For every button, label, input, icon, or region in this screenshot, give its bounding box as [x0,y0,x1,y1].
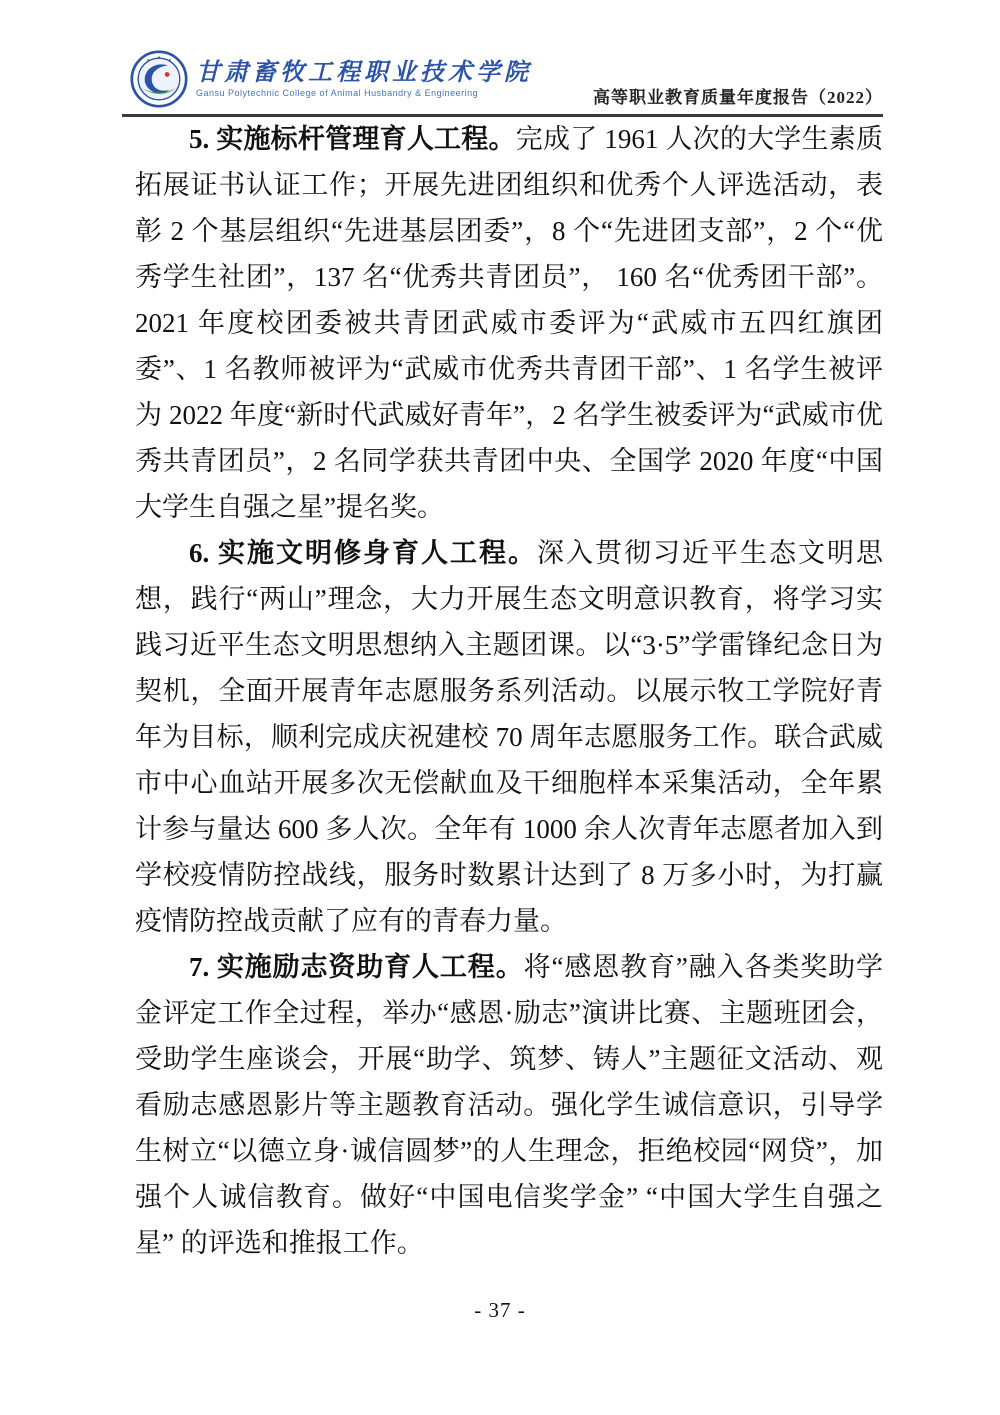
college-name-en: Gansu Polytechnic College of Animal Husbandry & Engineering [196,88,479,98]
paragraph-6 [135,530,883,944]
college-logo-block [130,50,532,108]
college-names [196,59,532,99]
paragraph-5 [135,116,883,530]
college-emblem-icon [130,50,188,108]
paragraph-6-heading: 6. 实施文明修身育人工程。 [189,538,537,568]
paragraph-7-heading: 7. 实施励志资助育人工程。 [189,952,524,982]
paragraph-6-text: 深入贯彻习近平生态文明思想，践行“两山”理念，大力开展生态文明意识教育，将学习实践习近平生态文明思想纳入主题团课。以“3·5”学雷锋纪念日为契机，全面开展青年志愿服务系列活动。以展示牧工学院好青年为目标，顺利完成庆祝建校 70 周年志愿服务工作。联合武威市中心血站开展多次无偿献血及干细胞样本采集活动，全年累计参与量达 600 多人次。全年有 1000 余人次青年志愿者加入到学校疫情防控战线，服务时数累计达到了 8 万多小时，为打赢疫情防控战贡献了应有的青春力量。 [135,538,883,936]
page-header [122,48,883,117]
report-title: 高等职业教育质量年度报告（2022） [593,88,883,107]
college-name-zh: 甘肃畜牧工程职业技术学院 [196,60,532,86]
paragraph-7 [135,944,883,1266]
paragraph-5-text: 完成了 1961 人次的大学生素质拓展证书认证工作；开展先进团组织和优秀个人评选活动，表彰 2 个基层组织“先进基层团委”，8 个“先进团支部”，2 个“优秀学生社团”，137 名“优秀共青团员”， 160 名“优秀团干部”。2021 年度校团委被共青团武威市委评为“武威市五四红旗团委”、1 名教师被评为“武威市优秀共青团干部”、1 名学生被评为 2022 年度“新时代武威好青年”，2 名学生被委评为“武威市优秀共青团员”，2 名同学获共青团中央、全国学 2020 年度“中国大学生自强之星”提名奖。 [135,124,883,522]
paragraph-7-text: 将“感恩教育”融入各类奖助学金评定工作全过程，举办“感恩·励志”演讲比赛、主题班团会，受助学生座谈会，开展“助学、筑梦、铸人”主题征文活动、观看励志感恩影片等主题教育活动。强化学生诚信意识，引导学生树立“以德立身·诚信圆梦”的人生理念，拒绝校园“网贷”，加强个人诚信教育。做好“中国电信奖学金” “中国大学生自强之星” 的评选和推报工作。 [135,952,884,1258]
document-body [135,116,883,1266]
page-number: - 37 - [474,1298,526,1322]
paragraph-5-heading: 5. 实施标杆管理育人工程。 [189,124,516,154]
